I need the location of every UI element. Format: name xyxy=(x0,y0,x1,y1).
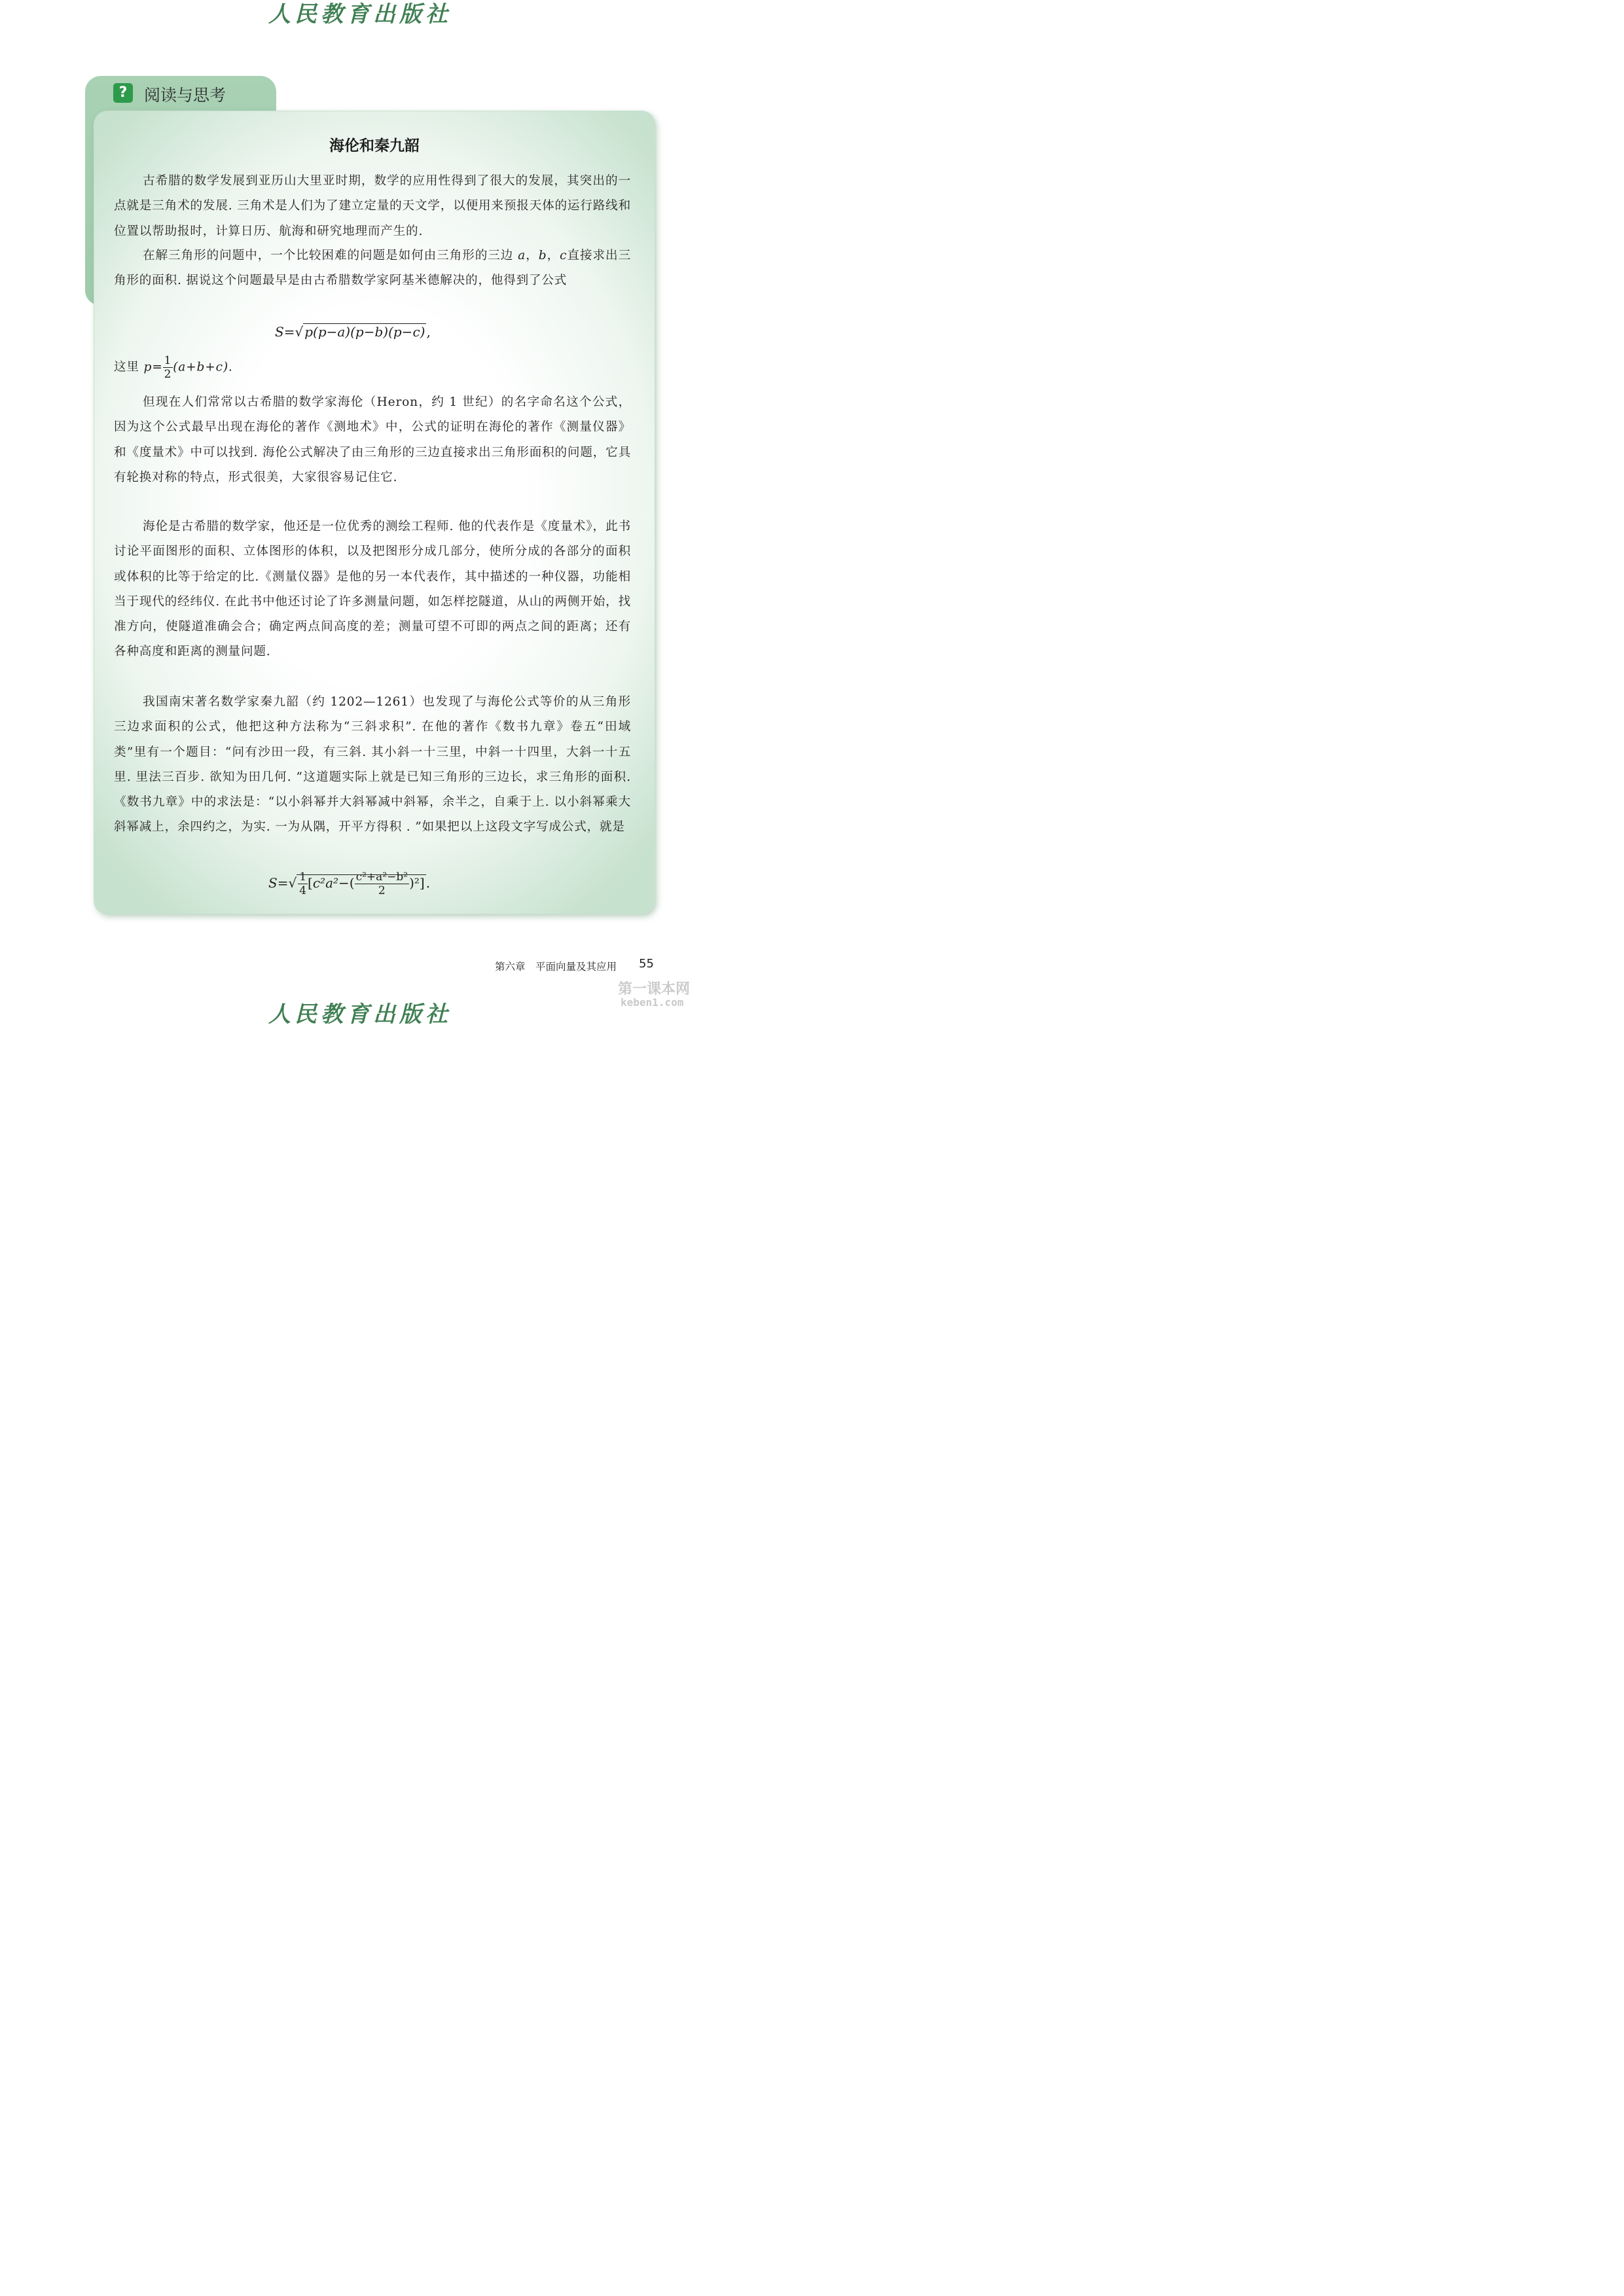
watermark-url: keben1.com xyxy=(621,996,684,1009)
paragraph-3: 但现在人们常常以古希腊的数学家海伦（Heron，约 1 世纪）的名字命名这个公式，因为这个公式最早出现在海伦的著作《测地术》中，公式的证明在海伦的著作《测量仪器》和《度量术》中可以找到. 海伦公式解决了由三角形的三边直接求出三角形面积的问题，它具有轮换对称的特点，形式很美，大家很容易记住它. xyxy=(114,395,631,484)
article-title: 海伦和秦九韶 xyxy=(329,137,420,154)
watermark-text: 第一课本网 xyxy=(618,981,691,997)
heron-formula-radicand: p(p−a)(p−b)(p−c) xyxy=(304,324,425,340)
heron-formula: S=√ p(p−a)(p−b)(p−c) , xyxy=(275,324,431,340)
paragraph-4: 海伦是古希腊的数学家，他还是一位优秀的测绘工程师. 他的代表作是《度量术》，此书讨论平面图形的面积、立体图形的体积，以及把图形分成几部分，使所分成的各部分的面积或体积的比等于给定的比.《测量仪器》是他的另一本代表作，其中描述的一种仪器，功能相当于现代的经纬仪. 在此书中他还讨论了许多测量问题，如怎样挖隧道，从山的两侧开始，找准方向，使隧道准确会合；确定两点间高度的差；测量可望不可即的两点之间的距离；还有各种高度和距离的测量问题. xyxy=(114,520,631,659)
chapter-footer: 第六章 平面向量及其应用 xyxy=(495,961,617,973)
publisher-logo-top: 人民教育出版社 xyxy=(268,1,452,27)
var-b: b xyxy=(538,249,547,262)
section-tab-label: 阅读与思考 xyxy=(144,86,226,105)
publisher-logo-bottom: 人民教育出版社 xyxy=(268,1001,452,1028)
var-a: a xyxy=(518,249,526,262)
paragraph-2-text: 在解三角形的问题中，一个比较困难的问题是如何由三角形的三边 xyxy=(143,249,518,262)
paragraph-5: 我国南宋著名数学家秦九韶（约 1202—1261）也发现了与海伦公式等价的从三角形三边求面积的公式，他把这种方法称为“三斜求积”. 在他的著作《数书九章》卷五“田域类”里有一个题目：“问有沙田一段，有三斜. 其小斜一十三里，中斜一十四里，大斜一十五里. 里法三百步. 欲知为田几何. ”这道题实际上就是已知三角形的三边长，求三角形的面积.《数书九章》中的求法是：“以小斜幂并大斜幂减中斜幂，余半之，自乘于上. 以小斜幂乘大斜幂减上，余四约之，为实. 一为从隅，开平方得积 . ”如果把以上这段文字写成公式，就是 xyxy=(114,695,631,834)
qin-jiushao-formula: S=√ $\frac{1}{4}$ [c²a²−( $\frac{\text{c²+a²−b²}}{2}$ )²] . xyxy=(268,870,431,897)
var-c: c xyxy=(560,249,568,262)
paragraph-1: 古希腊的数学发展到亚历山大里亚时期，数学的应用性得到了很大的发展，其突出的一点就是三角术的发展. 三角术是人们为了建立定量的天文学，以便用来预报天体的运行路线和位置以帮助报时，计算日历、航海和研究地理而产生的. xyxy=(114,174,631,238)
page-number: 55 xyxy=(639,957,654,971)
paragraph-2-rest: 直接求出三角形的面积. 据说这个问题最早是由古希腊数学家阿基米德解决的，他得到了公式 xyxy=(114,249,631,288)
paragraph-2: 在解三角形的问题中，一个比较困难的问题是如何由三角形的三边 a，b，c直接求出三角形的面积. 据说这个问题最早是由古希腊数学家阿基米德解决的，他得到了公式 xyxy=(114,249,631,288)
question-book-icon: ? xyxy=(113,83,133,103)
semi-perimeter-definition: 这里 p= $\frac{1}{2}$ (a+b+c). xyxy=(114,354,233,381)
